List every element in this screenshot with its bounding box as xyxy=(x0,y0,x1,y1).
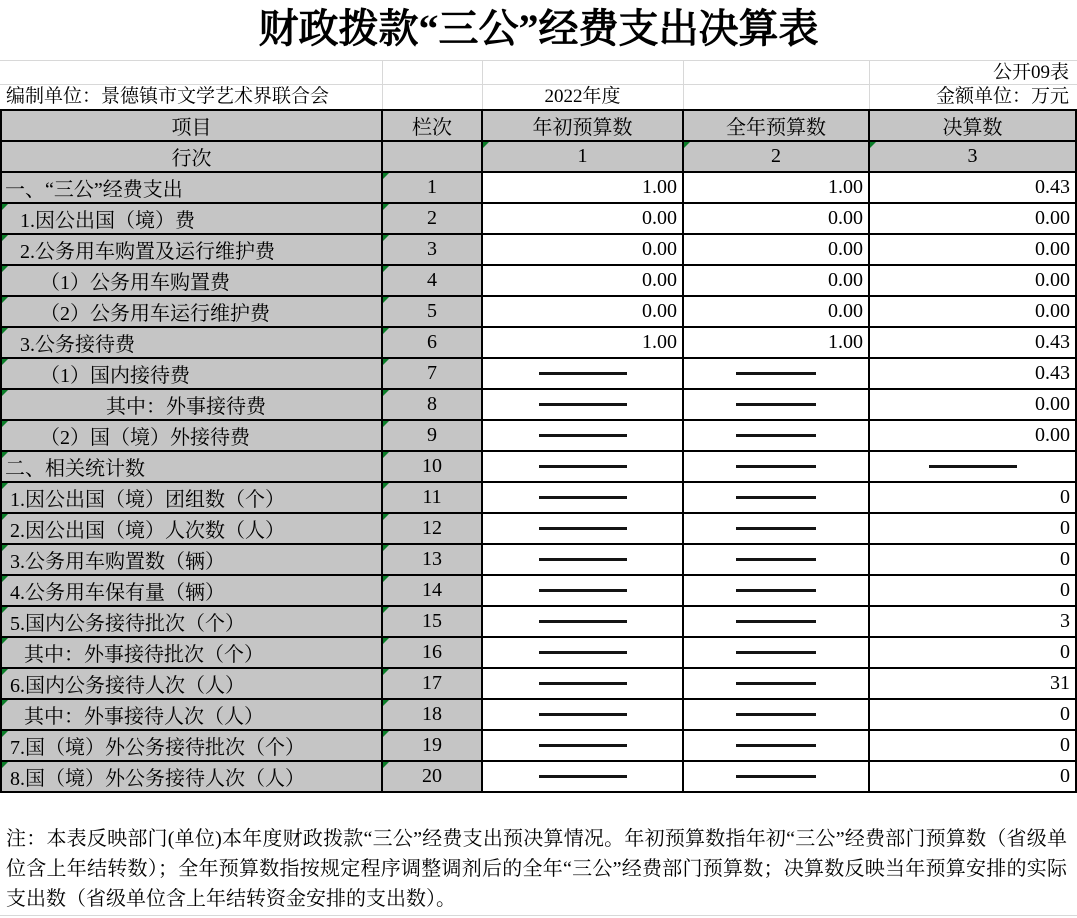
value-text: 0.00 xyxy=(1035,424,1070,446)
value-cell[interactable] xyxy=(870,607,1077,638)
value-cell[interactable] xyxy=(483,452,684,483)
table-row xyxy=(2,514,1077,545)
row-number-cell[interactable] xyxy=(383,731,483,762)
row-label[interactable] xyxy=(2,359,383,390)
value-cell[interactable] xyxy=(870,297,1077,328)
value-cell[interactable] xyxy=(684,328,870,359)
dash-mark xyxy=(539,434,627,437)
row-number-text: 7 xyxy=(427,362,437,384)
cell-error-triangle-icon xyxy=(383,328,389,334)
value-cell[interactable] xyxy=(483,173,684,204)
dash-mark xyxy=(736,713,816,716)
value-cell[interactable] xyxy=(870,266,1077,297)
value-cell[interactable] xyxy=(870,390,1077,421)
row-label[interactable] xyxy=(2,700,383,731)
value-cell[interactable] xyxy=(483,328,684,359)
table-row xyxy=(2,576,1077,607)
dash-mark xyxy=(736,527,816,530)
row-label[interactable] xyxy=(2,421,383,452)
value-text: 0.00 xyxy=(828,207,863,229)
meta-row xyxy=(0,84,1077,109)
row-number-cell[interactable] xyxy=(383,700,483,731)
value-text: 0 xyxy=(1060,765,1070,787)
row-number-text: 13 xyxy=(422,548,442,570)
value-text: 0.00 xyxy=(1035,238,1070,260)
row-number-cell[interactable] xyxy=(383,173,483,204)
value-cell[interactable] xyxy=(870,669,1077,700)
cell-error-triangle-icon xyxy=(2,421,8,427)
row-number-text: 19 xyxy=(422,734,442,756)
row-label[interactable] xyxy=(2,514,383,545)
row-label[interactable] xyxy=(2,576,383,607)
table-row xyxy=(2,359,1077,390)
col-header-annual-budget[interactable]: 全年预算数 xyxy=(684,111,870,142)
value-cell[interactable] xyxy=(483,204,684,235)
value-cell[interactable] xyxy=(483,421,684,452)
row-label-text: 一、“三公”经费支出 xyxy=(5,179,183,201)
value-text: 0 xyxy=(1060,579,1070,601)
cell-error-triangle-icon xyxy=(383,204,389,210)
sheet-code: 公开09表 xyxy=(992,62,1069,83)
table-row xyxy=(2,328,1077,359)
cell-error-triangle-icon xyxy=(2,638,8,644)
value-cell[interactable] xyxy=(483,669,684,700)
value-cell[interactable] xyxy=(684,483,870,514)
row-label[interactable] xyxy=(2,390,383,421)
dash-mark xyxy=(539,744,627,747)
value-text: 0.00 xyxy=(1035,207,1070,229)
value-cell[interactable] xyxy=(870,576,1077,607)
table-row xyxy=(2,607,1077,638)
cell-error-triangle-icon xyxy=(383,700,389,706)
value-cell[interactable] xyxy=(483,514,684,545)
subheader-row xyxy=(2,142,1077,173)
subheader-col2[interactable] xyxy=(684,142,870,173)
value-cell[interactable] xyxy=(483,638,684,669)
dash-mark xyxy=(736,465,816,468)
row-label-text: 1.因公出国（境）费 xyxy=(20,210,195,232)
table-row xyxy=(2,638,1077,669)
subheader-label[interactable]: 行次 xyxy=(2,142,383,173)
cell-error-triangle-icon xyxy=(383,452,389,458)
cell-error-triangle-icon xyxy=(2,700,8,706)
row-number-cell[interactable] xyxy=(383,669,483,700)
cell-error-triangle-icon xyxy=(483,142,489,148)
row-label-text: 6.国内公务接待人次（人） xyxy=(10,675,245,697)
value-text: 0 xyxy=(1060,486,1070,508)
value-text: 0 xyxy=(1060,548,1070,570)
table-row xyxy=(2,700,1077,731)
row-number-cell[interactable] xyxy=(383,390,483,421)
value-cell[interactable] xyxy=(684,235,870,266)
row-label[interactable] xyxy=(2,173,383,204)
value-text: 0.00 xyxy=(642,238,677,260)
dash-mark xyxy=(736,403,816,406)
table-row xyxy=(2,452,1077,483)
subheader-col2-text: 2 xyxy=(771,145,781,167)
value-cell[interactable] xyxy=(870,483,1077,514)
value-text: 0 xyxy=(1060,517,1070,539)
value-cell[interactable] xyxy=(870,421,1077,452)
dash-mark xyxy=(539,527,627,530)
row-label[interactable] xyxy=(2,762,383,793)
row-label[interactable] xyxy=(2,266,383,297)
subheader-blank[interactable] xyxy=(383,142,483,173)
subheader-col3-text: 3 xyxy=(967,145,978,167)
row-label[interactable] xyxy=(2,607,383,638)
row-number-cell[interactable] xyxy=(383,607,483,638)
cell-error-triangle-icon xyxy=(383,266,389,272)
value-cell[interactable] xyxy=(483,576,684,607)
subheader-col1-text: 1 xyxy=(577,145,588,167)
cell-error-triangle-icon xyxy=(383,514,389,520)
cell-error-triangle-icon xyxy=(684,142,690,148)
row-number-cell[interactable] xyxy=(383,235,483,266)
row-label-text: 其中：外事接待批次（个） xyxy=(24,644,264,666)
value-cell[interactable] xyxy=(684,545,870,576)
row-label[interactable] xyxy=(2,328,383,359)
value-text: 0.00 xyxy=(828,300,863,322)
row-label-text: 其中：外事接待费 xyxy=(106,396,266,418)
cell-error-triangle-icon xyxy=(383,235,389,241)
cell-error-triangle-icon xyxy=(2,452,8,458)
cell-error-triangle-icon xyxy=(2,266,8,272)
cell-error-triangle-icon xyxy=(2,576,8,582)
dash-mark xyxy=(539,682,627,685)
table-row xyxy=(2,731,1077,762)
row-number-cell[interactable] xyxy=(383,576,483,607)
value-cell[interactable] xyxy=(870,204,1077,235)
table-row xyxy=(2,390,1077,421)
cell-error-triangle-icon xyxy=(383,483,389,489)
row-label[interactable] xyxy=(2,545,383,576)
header-row xyxy=(2,111,1077,142)
row-label-text: 3.公务接待费 xyxy=(20,334,135,356)
row-number-text: 8 xyxy=(427,393,437,415)
dash-mark xyxy=(736,496,816,499)
row-label[interactable] xyxy=(2,669,383,700)
row-number-cell[interactable] xyxy=(383,452,483,483)
value-cell[interactable] xyxy=(483,700,684,731)
table-row xyxy=(2,762,1077,793)
dash-mark xyxy=(539,372,627,375)
subheader-col3[interactable] xyxy=(870,142,1077,173)
cell-error-triangle-icon xyxy=(383,576,389,582)
dash-mark xyxy=(929,465,1017,468)
value-cell[interactable] xyxy=(870,173,1077,204)
cell-error-triangle-icon xyxy=(2,669,8,675)
value-cell[interactable] xyxy=(483,359,684,390)
cell-error-triangle-icon xyxy=(2,204,8,210)
cell-error-triangle-icon xyxy=(2,545,8,551)
dash-mark xyxy=(736,651,816,654)
prepared-by: 编制单位：景德镇市文学艺术界联合会 xyxy=(6,86,330,107)
value-cell[interactable] xyxy=(684,266,870,297)
value-cell[interactable] xyxy=(684,669,870,700)
cell-error-triangle-icon xyxy=(383,421,389,427)
value-cell[interactable] xyxy=(870,731,1077,762)
dash-mark xyxy=(736,558,816,561)
sheet-code-row xyxy=(0,61,1077,84)
col-header-initial-budget[interactable]: 年初预算数 xyxy=(483,111,684,142)
cell-error-triangle-icon xyxy=(383,390,389,396)
row-number-text: 17 xyxy=(422,672,442,694)
cell-error-triangle-icon xyxy=(383,545,389,551)
row-number-text: 10 xyxy=(422,455,442,477)
row-label[interactable] xyxy=(2,204,383,235)
row-label[interactable] xyxy=(2,297,383,328)
table-row xyxy=(2,545,1077,576)
dash-mark xyxy=(539,620,627,623)
value-text: 0.00 xyxy=(642,300,677,322)
table-row xyxy=(2,421,1077,452)
value-cell[interactable] xyxy=(684,173,870,204)
row-label[interactable] xyxy=(2,483,383,514)
dash-mark xyxy=(736,620,816,623)
value-cell[interactable] xyxy=(870,328,1077,359)
value-text: 31 xyxy=(1050,672,1070,694)
dash-mark xyxy=(736,434,816,437)
row-label-text: （2）公务用车运行维护费 xyxy=(40,303,270,325)
value-cell[interactable] xyxy=(684,700,870,731)
value-text: 0.00 xyxy=(642,269,677,291)
row-label[interactable] xyxy=(2,452,383,483)
row-number-text: 16 xyxy=(422,641,442,663)
row-number-text: 20 xyxy=(422,765,442,787)
col-header-column[interactable]: 栏次 xyxy=(383,111,483,142)
row-number-cell[interactable] xyxy=(383,266,483,297)
value-cell[interactable] xyxy=(870,700,1077,731)
dash-mark xyxy=(539,775,627,778)
row-number-text: 3 xyxy=(427,238,437,260)
value-text: 0.00 xyxy=(642,207,677,229)
amount-unit: 金额单位：万元 xyxy=(935,86,1069,107)
value-cell[interactable] xyxy=(483,607,684,638)
value-cell[interactable] xyxy=(870,235,1077,266)
cell-error-triangle-icon xyxy=(2,390,8,396)
row-number-cell[interactable] xyxy=(383,421,483,452)
row-number-cell[interactable] xyxy=(383,545,483,576)
cell-error-triangle-icon xyxy=(870,142,876,148)
value-cell[interactable] xyxy=(483,483,684,514)
row-number-cell[interactable] xyxy=(383,204,483,235)
gridline-horizontal xyxy=(0,915,1077,916)
fiscal-year: 2022年度 xyxy=(544,86,621,107)
row-number-cell[interactable] xyxy=(383,328,483,359)
cell-error-triangle-icon xyxy=(2,297,8,303)
value-cell[interactable] xyxy=(870,762,1077,793)
cell-error-triangle-icon xyxy=(2,514,8,520)
value-text: 0 xyxy=(1060,703,1070,725)
row-number-cell[interactable] xyxy=(383,359,483,390)
value-text: 1.00 xyxy=(642,331,677,353)
row-number-cell[interactable] xyxy=(383,762,483,793)
value-text: 0.00 xyxy=(1035,300,1070,322)
row-label-text: 2.因公出国（境）人次数（人） xyxy=(10,520,285,542)
row-label-text: 2.公务用车购置及运行维护费 xyxy=(20,241,275,263)
row-label-text: （1）国内接待费 xyxy=(40,365,190,387)
table-row xyxy=(2,173,1077,204)
value-text: 0.43 xyxy=(1035,176,1070,198)
cell-error-triangle-icon xyxy=(383,762,389,768)
dash-mark xyxy=(539,558,627,561)
row-label-text: 1.因公出国（境）团组数（个） xyxy=(10,489,285,511)
value-cell[interactable] xyxy=(870,514,1077,545)
value-text: 0.00 xyxy=(828,238,863,260)
row-number-text: 18 xyxy=(422,703,442,725)
table-row xyxy=(2,669,1077,700)
budget-table xyxy=(0,109,1077,793)
value-cell[interactable] xyxy=(684,421,870,452)
value-cell[interactable] xyxy=(684,576,870,607)
dash-mark xyxy=(539,589,627,592)
table-row xyxy=(2,204,1077,235)
cell-error-triangle-icon xyxy=(2,731,8,737)
table-row xyxy=(2,235,1077,266)
cell-error-triangle-icon xyxy=(383,359,389,365)
value-text: 1.00 xyxy=(642,176,677,198)
value-cell[interactable] xyxy=(870,452,1077,483)
row-label[interactable] xyxy=(2,235,383,266)
row-number-cell[interactable] xyxy=(383,483,483,514)
row-label[interactable] xyxy=(2,731,383,762)
cell-error-triangle-icon xyxy=(2,483,8,489)
value-text: 0.00 xyxy=(828,269,863,291)
row-label-text: （2）国（境）外接待费 xyxy=(40,427,250,449)
value-cell[interactable] xyxy=(684,638,870,669)
row-number-text: 11 xyxy=(422,486,442,508)
cell-error-triangle-icon xyxy=(2,235,8,241)
cell-error-triangle-icon xyxy=(383,173,389,179)
row-number-text: 5 xyxy=(427,300,437,322)
cell-error-triangle-icon xyxy=(2,359,8,365)
table-row xyxy=(2,297,1077,328)
cell-error-triangle-icon xyxy=(383,607,389,613)
row-label-text: 二、相关统计数 xyxy=(5,458,145,480)
row-number-cell[interactable] xyxy=(383,514,483,545)
row-label[interactable] xyxy=(2,638,383,669)
dash-mark xyxy=(539,651,627,654)
sheet-title: 财政拨款“三公”经费支出决算表 xyxy=(258,6,819,51)
value-text: 0 xyxy=(1060,734,1070,756)
value-text: 0.43 xyxy=(1035,362,1070,384)
value-text: 0 xyxy=(1060,641,1070,663)
row-number-text: 14 xyxy=(422,579,442,601)
value-cell[interactable] xyxy=(483,297,684,328)
value-cell[interactable] xyxy=(483,731,684,762)
value-cell[interactable] xyxy=(483,390,684,421)
row-label-text: 其中：外事接待人次（人） xyxy=(24,706,264,728)
table-note: 注：本表反映部门(单位)本年度财政拨款“三公”经费支出预决算情况。年初预算数指年初“三公”经费部门预算数（省级单位含上年结转数）；全年预算数指按规定程序调整调剂后的全年“三公”经费部门预算数；决算数反映当年预算安排的实际支出数（省级单位含上年结转资金安排的支出数）。 xyxy=(6,828,1067,910)
dash-mark xyxy=(736,589,816,592)
row-number-text: 4 xyxy=(427,269,437,291)
dash-mark xyxy=(736,372,816,375)
dash-mark xyxy=(539,403,627,406)
cell-error-triangle-icon xyxy=(383,731,389,737)
row-label-text: 3.公务用车购置数（辆） xyxy=(10,551,225,573)
value-text: 3 xyxy=(1060,610,1070,632)
value-cell[interactable] xyxy=(684,204,870,235)
value-cell[interactable] xyxy=(684,762,870,793)
value-text: 1.00 xyxy=(828,176,863,198)
value-cell[interactable] xyxy=(684,390,870,421)
value-cell[interactable] xyxy=(870,545,1077,576)
row-label-text: 5.国内公务接待批次（个） xyxy=(10,613,245,635)
row-label-text: 7.国（境）外公务接待批次（个） xyxy=(10,737,305,759)
row-number-text: 15 xyxy=(422,610,442,632)
dash-mark xyxy=(736,682,816,685)
subheader-col1[interactable] xyxy=(483,142,684,173)
value-cell[interactable] xyxy=(684,514,870,545)
value-cell[interactable] xyxy=(684,731,870,762)
value-cell[interactable] xyxy=(870,359,1077,390)
row-number-text: 6 xyxy=(427,331,437,353)
value-cell[interactable] xyxy=(684,607,870,638)
value-cell[interactable] xyxy=(870,638,1077,669)
dash-mark xyxy=(736,744,816,747)
cell-error-triangle-icon xyxy=(2,328,8,334)
value-text: 0.00 xyxy=(1035,269,1070,291)
dash-mark xyxy=(539,465,627,468)
cell-error-triangle-icon xyxy=(383,669,389,675)
value-text: 1.00 xyxy=(828,331,863,353)
cell-error-triangle-icon xyxy=(383,297,389,303)
value-cell[interactable] xyxy=(684,452,870,483)
table-row xyxy=(2,266,1077,297)
dash-mark xyxy=(539,496,627,499)
cell-error-triangle-icon xyxy=(2,762,8,768)
value-cell[interactable] xyxy=(684,359,870,390)
col-header-project[interactable]: 项目 xyxy=(2,111,383,142)
row-number-text: 12 xyxy=(422,517,442,539)
row-label-text: 4.公务用车保有量（辆） xyxy=(10,582,225,604)
cell-error-triangle-icon xyxy=(383,638,389,644)
value-cell[interactable] xyxy=(483,235,684,266)
value-cell[interactable] xyxy=(483,762,684,793)
row-label-text: 8.国（境）外公务接待人次（人） xyxy=(10,768,305,790)
value-cell[interactable] xyxy=(684,297,870,328)
row-number-text: 1 xyxy=(427,176,437,198)
row-label-text: （1）公务用车购置费 xyxy=(40,272,230,294)
dash-mark xyxy=(736,775,816,778)
value-cell[interactable] xyxy=(483,266,684,297)
cell-error-triangle-icon xyxy=(2,607,8,613)
value-text: 0.00 xyxy=(1035,393,1070,415)
value-cell[interactable] xyxy=(483,545,684,576)
row-number-text: 2 xyxy=(427,207,437,229)
meta-area xyxy=(0,60,1077,109)
dash-mark xyxy=(539,713,627,716)
value-text: 0.43 xyxy=(1035,331,1070,353)
row-number-text: 9 xyxy=(427,424,437,446)
row-number-cell[interactable] xyxy=(383,638,483,669)
row-number-cell[interactable] xyxy=(383,297,483,328)
col-header-final[interactable]: 决算数 xyxy=(870,111,1077,142)
table-row xyxy=(2,483,1077,514)
